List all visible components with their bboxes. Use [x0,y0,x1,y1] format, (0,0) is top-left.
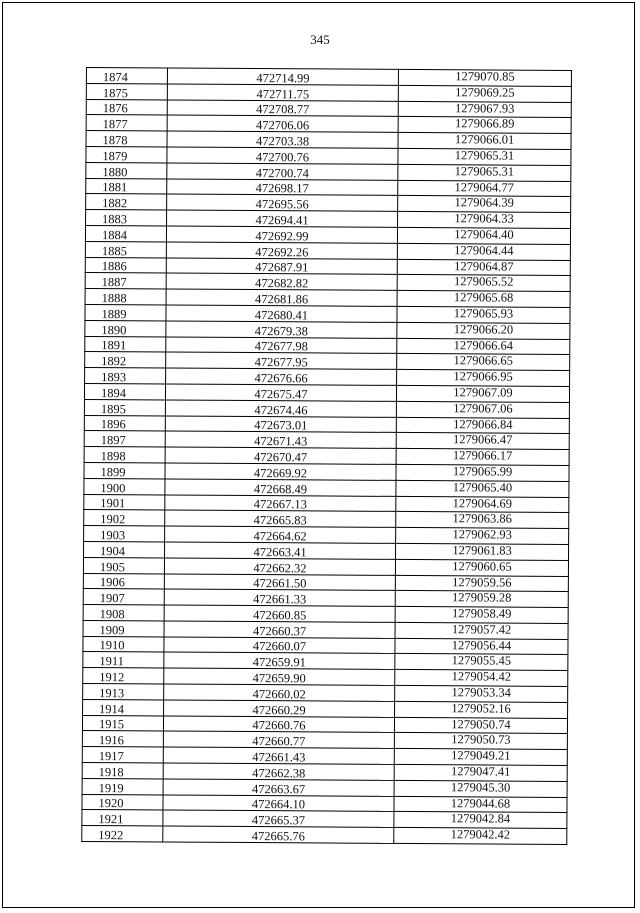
x-coordinate-cell: 472668.49 [165,479,396,496]
x-coordinate-cell: 472692.26 [166,242,397,259]
y-coordinate-cell: 1279061.83 [395,543,568,560]
x-coordinate-cell: 472700.74 [167,163,398,180]
point-id-cell: 1914 [83,699,164,715]
x-coordinate-cell: 472664.10 [163,795,394,812]
point-id-cell: 1911 [83,652,164,668]
point-id-cell: 1912 [83,668,164,684]
point-id-cell: 1905 [83,557,164,573]
y-coordinate-cell: 1279056.44 [395,638,568,655]
y-coordinate-cell: 1279066.17 [396,449,569,466]
y-coordinate-cell: 1279066.47 [396,433,569,450]
point-id-cell: 1900 [84,478,165,494]
y-coordinate-cell: 1279055.45 [395,654,568,671]
x-coordinate-cell: 472665.83 [165,510,396,527]
point-id-cell: 1918 [82,763,163,779]
x-coordinate-cell: 472676.66 [166,368,397,385]
y-coordinate-cell: 1279053.34 [395,685,568,702]
x-coordinate-cell: 472700.76 [167,147,398,164]
y-coordinate-cell: 1279049.21 [394,749,567,766]
x-coordinate-cell: 472660.02 [164,684,395,701]
point-id-cell: 1877 [86,115,167,131]
point-id-cell: 1879 [86,146,167,162]
x-coordinate-cell: 472692.99 [166,226,397,243]
x-coordinate-cell: 472667.13 [165,495,396,512]
y-coordinate-cell: 1279050.74 [394,717,567,734]
y-coordinate-cell: 1279066.95 [397,370,570,387]
table-row [82,826,567,845]
point-id-cell: 1892 [85,352,166,368]
y-coordinate-cell: 1279044.68 [394,796,567,813]
x-coordinate-cell: 472711.75 [167,84,398,101]
x-coordinate-cell: 472675.47 [165,384,396,401]
y-coordinate-cell: 1279065.99 [396,464,569,481]
x-coordinate-cell: 472659.90 [164,668,395,685]
point-id-cell: 1883 [86,210,167,226]
x-coordinate-cell: 472664.62 [165,526,396,543]
x-coordinate-cell: 472677.95 [166,352,397,369]
point-id-cell: 1916 [82,731,163,747]
point-id-cell: 1874 [86,68,167,84]
x-coordinate-cell: 472663.67 [163,779,394,796]
y-coordinate-cell: 1279066.01 [398,133,571,150]
x-coordinate-cell: 472660.29 [164,700,395,717]
x-coordinate-cell: 472679.38 [166,321,397,338]
y-coordinate-cell: 1279066.64 [397,338,570,355]
y-coordinate-cell: 1279065.31 [398,164,571,181]
x-coordinate-cell: 472669.92 [165,463,396,480]
x-coordinate-cell: 472662.32 [164,558,395,575]
point-id-cell: 1878 [86,131,167,147]
x-coordinate-cell: 472661.43 [163,747,394,764]
x-coordinate-cell: 472671.43 [165,431,396,448]
point-id-cell: 1921 [82,810,163,826]
x-coordinate-cell: 472698.17 [167,179,398,196]
point-id-cell: 1901 [84,494,165,510]
y-coordinate-cell: 1279045.30 [394,780,567,797]
y-coordinate-cell: 1279063.86 [396,512,569,529]
x-coordinate-cell: 472682.82 [166,273,397,290]
point-id-cell: 1888 [85,289,166,305]
point-id-cell: 1894 [84,383,165,399]
point-id-cell: 1910 [83,636,164,652]
y-coordinate-cell: 1279057.42 [395,622,568,639]
point-id-cell: 1881 [86,178,167,194]
y-coordinate-cell: 1279064.33 [398,212,571,229]
y-coordinate-cell: 1279047.41 [394,764,567,781]
x-coordinate-cell: 472665.76 [163,826,394,843]
x-coordinate-cell: 472661.33 [164,589,395,606]
point-id-cell: 1904 [84,541,165,557]
point-id-cell: 1906 [83,573,164,589]
y-coordinate-cell: 1279070.85 [398,69,571,86]
x-coordinate-cell: 472660.07 [164,637,395,654]
point-id-cell: 1907 [83,589,164,605]
y-coordinate-cell: 1279065.93 [397,306,570,323]
point-id-cell: 1915 [82,715,163,731]
x-coordinate-cell: 472677.98 [166,337,397,354]
y-coordinate-cell: 1279064.87 [397,259,570,276]
x-coordinate-cell: 472660.77 [163,731,394,748]
point-id-cell: 1895 [84,399,165,415]
y-coordinate-cell: 1279066.89 [398,117,571,134]
x-coordinate-cell: 472687.91 [166,258,397,275]
y-coordinate-cell: 1279065.31 [398,148,571,165]
x-coordinate-cell: 472681.86 [166,289,397,306]
x-coordinate-cell: 472680.41 [166,305,397,322]
point-id-cell: 1919 [82,778,163,794]
coordinate-table [81,67,572,845]
x-coordinate-cell: 472662.38 [163,763,394,780]
y-coordinate-cell: 1279067.93 [398,101,571,118]
y-coordinate-cell: 1279067.09 [396,385,569,402]
y-coordinate-cell: 1279065.68 [397,291,570,308]
point-id-cell: 1885 [85,241,166,257]
point-id-cell: 1922 [82,826,163,842]
point-id-cell: 1875 [86,83,167,99]
x-coordinate-cell: 472703.38 [167,131,398,148]
point-id-cell: 1899 [84,462,165,478]
point-id-cell: 1908 [83,605,164,621]
y-coordinate-cell: 1279064.44 [397,243,570,260]
point-id-cell: 1893 [85,368,166,384]
point-id-cell: 1882 [86,194,167,210]
y-coordinate-cell: 1279064.69 [396,496,569,513]
y-coordinate-cell: 1279064.39 [398,196,571,213]
y-coordinate-cell: 1279065.52 [397,275,570,292]
point-id-cell: 1898 [84,447,165,463]
x-coordinate-cell: 472714.99 [167,68,398,85]
point-id-cell: 1889 [85,304,166,320]
point-id-cell: 1887 [85,273,166,289]
x-coordinate-cell: 472660.85 [164,605,395,622]
y-coordinate-cell: 1279066.20 [397,322,570,339]
coordinate-table-body [82,68,572,845]
point-id-cell: 1917 [82,747,163,763]
point-id-cell: 1902 [84,510,165,526]
y-coordinate-cell: 1279060.65 [395,559,568,576]
y-coordinate-cell: 1279059.28 [395,591,568,608]
point-id-cell: 1896 [84,415,165,431]
y-coordinate-cell: 1279058.49 [395,606,568,623]
point-id-cell: 1890 [85,320,166,336]
x-coordinate-cell: 472663.41 [165,542,396,559]
x-coordinate-cell: 472661.50 [164,573,395,590]
x-coordinate-cell: 472659.91 [164,652,395,669]
y-coordinate-cell: 1279042.84 [394,812,567,829]
y-coordinate-cell: 1279059.56 [395,575,568,592]
point-id-cell: 1903 [84,526,165,542]
y-coordinate-cell: 1279066.65 [397,354,570,371]
point-id-cell: 1891 [85,336,166,352]
x-coordinate-cell: 472660.37 [164,621,395,638]
x-coordinate-cell: 472694.41 [167,210,398,227]
point-id-cell: 1880 [86,162,167,178]
y-coordinate-cell: 1279050.73 [394,733,567,750]
point-id-cell: 1909 [83,620,164,636]
x-coordinate-cell: 472674.46 [165,400,396,417]
y-coordinate-cell: 1279066.84 [396,417,569,434]
point-id-cell: 1920 [82,794,163,810]
y-coordinate-cell: 1279064.77 [398,180,571,197]
x-coordinate-cell: 472665.37 [163,810,394,827]
point-id-cell: 1886 [85,257,166,273]
page-number: 345 [310,32,330,47]
point-id-cell: 1884 [85,225,166,241]
x-coordinate-cell: 472660.76 [163,716,394,733]
y-coordinate-cell: 1279067.06 [396,401,569,418]
y-coordinate-cell: 1279065.40 [396,480,569,497]
y-coordinate-cell: 1279054.42 [395,670,568,687]
point-id-cell: 1897 [84,431,165,447]
x-coordinate-cell: 472695.56 [167,194,398,211]
y-coordinate-cell: 1279052.16 [395,701,568,718]
x-coordinate-cell: 472708.77 [167,100,398,117]
y-coordinate-cell: 1279042.42 [394,828,567,845]
x-coordinate-cell: 472670.47 [165,447,396,464]
y-coordinate-cell: 1279064.40 [397,227,570,244]
x-coordinate-cell: 472706.06 [167,115,398,132]
y-coordinate-cell: 1279069.25 [398,85,571,102]
point-id-cell: 1913 [83,684,164,700]
point-id-cell: 1876 [86,99,167,115]
x-coordinate-cell: 472673.01 [165,416,396,433]
y-coordinate-cell: 1279062.93 [396,528,569,545]
